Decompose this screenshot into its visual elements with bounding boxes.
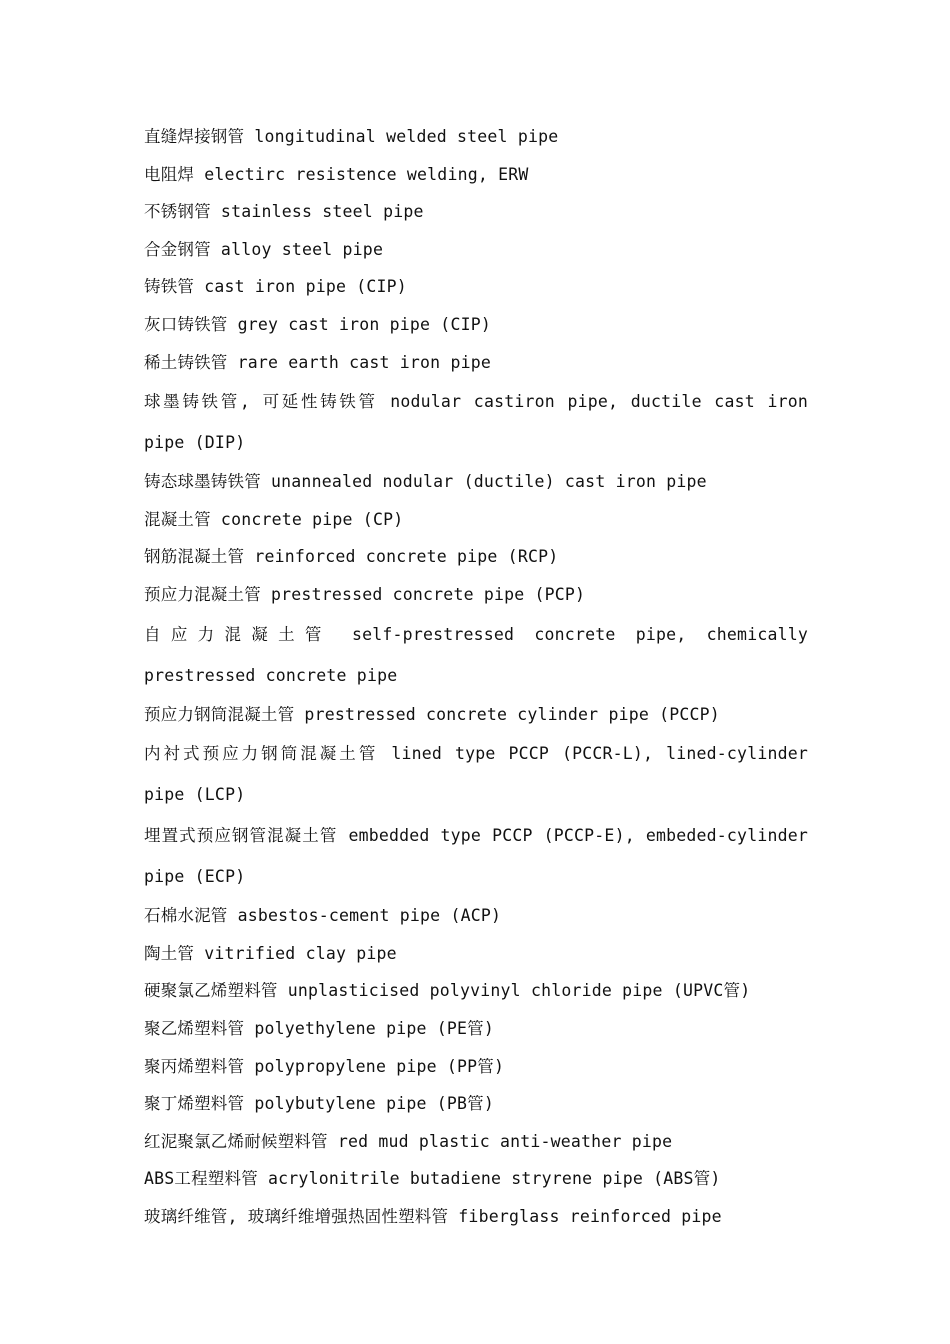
glossary-entry: 红泥聚氯乙烯耐候塑料管 red mud plastic anti-weather pipe xyxy=(144,1131,673,1151)
glossary-entry: 预应力钢筒混凝土管 prestressed concrete cylinder pipe (PCCP) xyxy=(144,704,720,724)
glossary-entry: 电阻焊 electirc resistence welding, ERW xyxy=(144,164,529,184)
glossary-entry: 石棉水泥管 asbestos-cement pipe (ACP) xyxy=(144,906,502,926)
glossary-entry: 铸态球墨铸铁管 unannealed nodular (ductile) cast iron pipe xyxy=(144,472,707,492)
glossary-entry: 直缝焊接钢管 longitudinal welded steel pipe xyxy=(144,127,559,146)
glossary-entry: 聚丁烯塑料管 polybutylene pipe (PB管) xyxy=(144,1094,494,1114)
glossary-entry: 灰口铸铁管 grey cast iron pipe (CIP) xyxy=(144,314,491,334)
glossary-entry: 稀土铸铁管 rare earth cast iron pipe xyxy=(144,352,491,372)
glossary-entry: 铸铁管 cast iron pipe (CIP) xyxy=(144,277,407,297)
glossary-entry: 合金钢管 alloy steel pipe xyxy=(144,239,384,259)
glossary-entry: 自应力混凝土管 self-prestressed concrete pipe, chemically prestressed concrete pipe xyxy=(144,624,808,685)
glossary-entry: 埋置式预应钢管混凝土管 embedded type PCCP (PCCP-E), embeded-cylinder pipe (ECP) xyxy=(144,826,808,887)
glossary-entry: 聚丙烯塑料管 polypropylene pipe (PP管) xyxy=(144,1056,505,1076)
glossary-entry: 硬聚氯乙烯塑料管 unplasticised polyvinyl chloride pipe (UPVC管) xyxy=(144,981,751,1001)
glossary-entry: 陶土管 vitrified clay pipe xyxy=(144,943,397,963)
glossary-entry: 混凝土管 concrete pipe (CP) xyxy=(144,509,404,529)
glossary-entry: 玻璃纤维管, 玻璃纤维增强热固性塑料管 fiberglass reinforced pipe xyxy=(144,1206,722,1226)
glossary-entry: 预应力混凝土管 prestressed concrete pipe (PCP) xyxy=(144,584,586,604)
glossary-entry: 钢筋混凝土管 reinforced concrete pipe (RCP) xyxy=(144,547,559,567)
glossary-list xyxy=(144,118,808,1235)
glossary-entry: 内衬式预应力钢筒混凝土管 lined type PCCP (PCCR-L), lined-cylinder pipe (LCP) xyxy=(144,744,808,805)
glossary-entry: ABS工程塑料管 acrylonitrile butadiene stryrene pipe (ABS管) xyxy=(144,1169,721,1189)
glossary-entry: 不锈钢管 stainless steel pipe xyxy=(144,202,424,222)
glossary-entry: 球墨铸铁管, 可延性铸铁管 nodular castiron pipe, ductile cast iron pipe (DIP) xyxy=(144,392,808,453)
glossary-entry: 聚乙烯塑料管 polyethylene pipe (PE管) xyxy=(144,1018,494,1038)
